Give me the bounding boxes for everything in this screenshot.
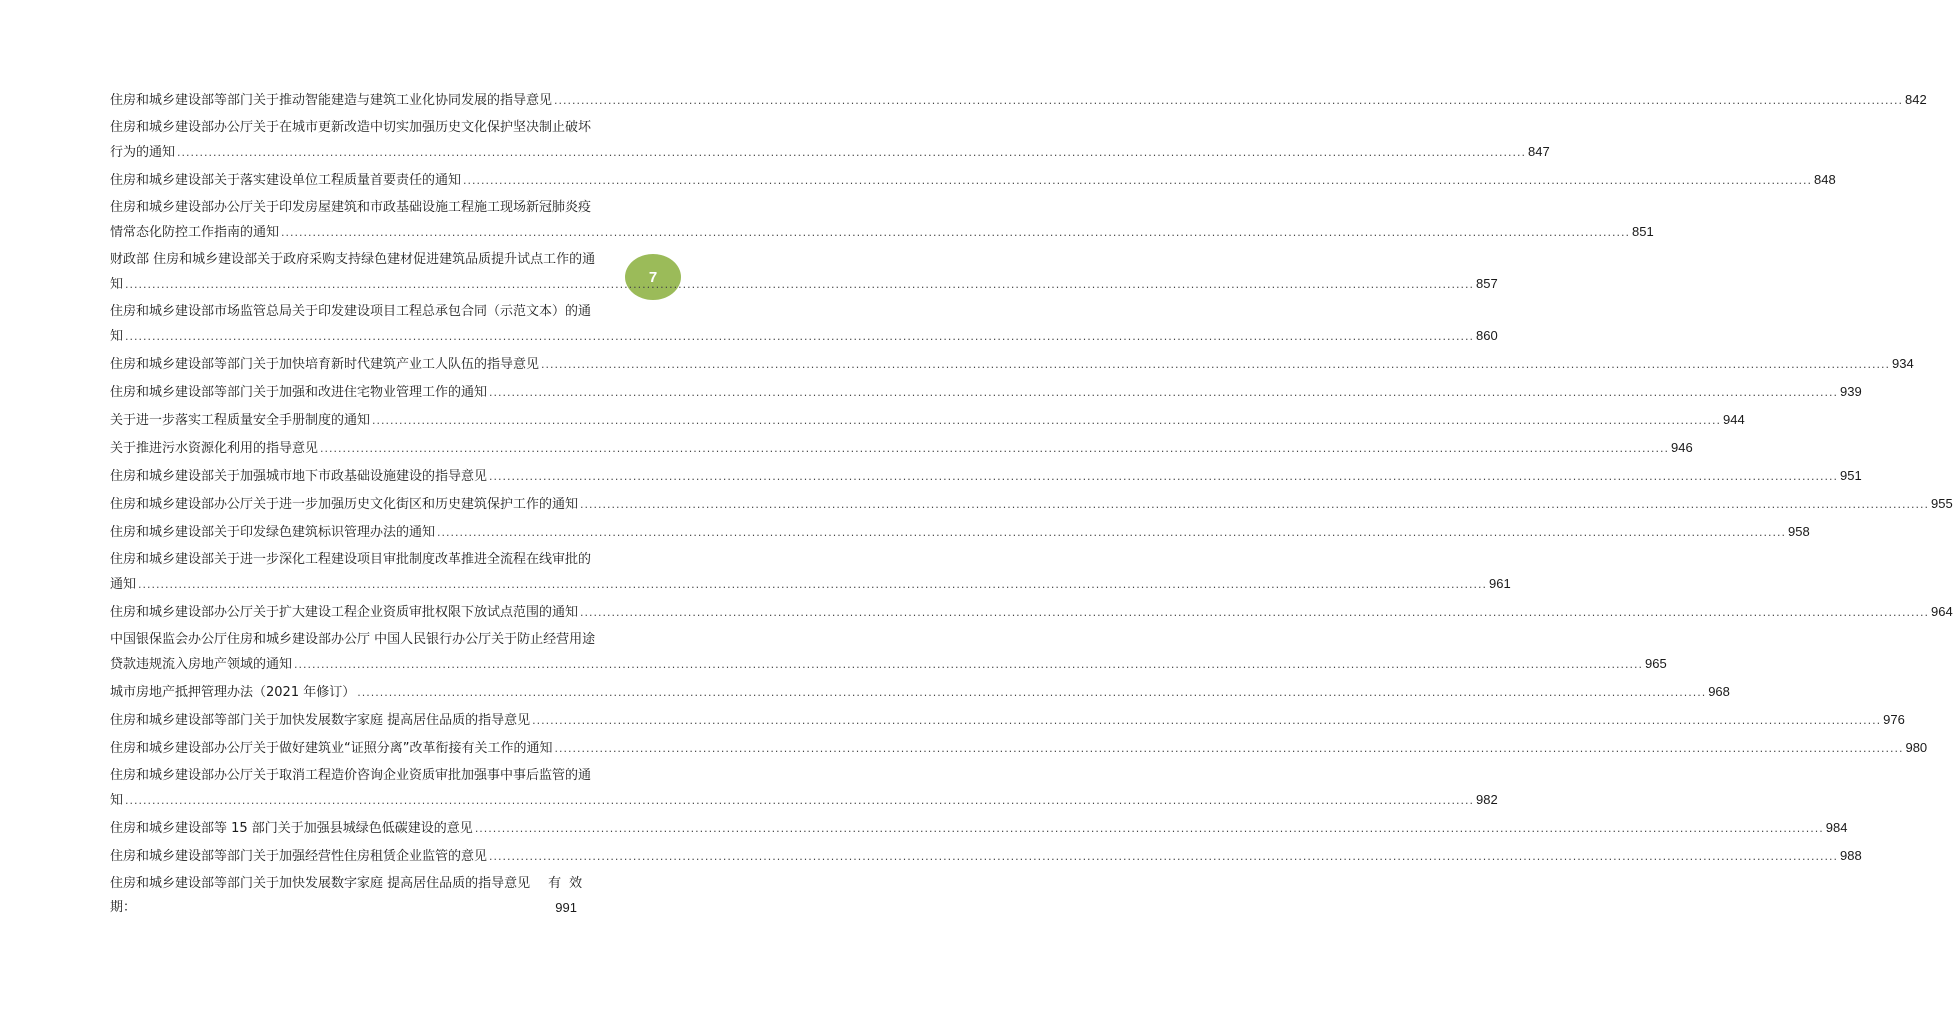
dot-leader	[294, 653, 1643, 677]
toc-entry[interactable]	[110, 492, 1953, 517]
toc-page-number: 951	[1840, 468, 1862, 483]
toc-entry-title-line: 住房和城乡建设部等部门关于加快培育新时代建筑产业工人队伍的指导意见	[110, 357, 540, 372]
page-number-badge: 7	[625, 254, 681, 300]
toc-entry-title-line: 关于推进污水资源化利用的指导意见	[110, 441, 319, 456]
toc-entry-title-line: 知	[110, 793, 124, 808]
dot-leader	[475, 817, 1824, 841]
toc-entry[interactable]	[110, 196, 1654, 245]
toc-entry[interactable]	[110, 408, 1745, 433]
dot-leader	[554, 89, 1903, 113]
toc-entry-title-line: 住房和城乡建设部办公厅关于印发房屋建筑和市政基础设施工程施工现场新冠肺炎疫	[110, 200, 592, 215]
dot-leader	[320, 437, 1669, 461]
toc-entry-title-line: 住房和城乡建设部等 15 部门关于加强县城绿色低碳建设的意见	[110, 821, 473, 836]
toc-page-number: 988	[1840, 848, 1862, 863]
dot-leader	[489, 845, 1838, 869]
toc-page-number: 976	[1883, 712, 1905, 727]
toc-entry[interactable]	[110, 764, 1498, 813]
dot-leader	[489, 465, 1838, 489]
toc-page-number: 860	[1476, 328, 1498, 343]
dot-leader	[372, 409, 1721, 433]
toc-page-number: 961	[1489, 576, 1511, 591]
dot-leader	[489, 381, 1838, 405]
toc-page-number: 857	[1476, 276, 1498, 291]
toc-page-number: 847	[1528, 144, 1550, 159]
toc-entry-title-line: 住房和城乡建设部办公厅关于做好建筑业“证照分离”改革衔接有关工作的通知	[110, 741, 553, 756]
dot-leader	[177, 141, 1526, 165]
toc-entry[interactable]	[110, 736, 1928, 761]
toc-entry[interactable]	[110, 248, 1498, 297]
toc-entry-title-line: 住房和城乡建设部关于加强城市地下市政基础设施建设的指导意见	[110, 469, 488, 484]
toc-page-number: 848	[1814, 172, 1836, 187]
toc-entry[interactable]	[110, 708, 1905, 733]
toc-entry-title-line: 住房和城乡建设部办公厅关于进一步加强历史文化街区和历史建筑保护工作的通知	[110, 497, 579, 512]
validity-label: 有效	[548, 876, 591, 891]
toc-entry[interactable]	[110, 628, 1667, 677]
toc-entry[interactable]	[110, 380, 1862, 405]
dot-leader	[125, 325, 1474, 349]
dot-leader	[541, 353, 1890, 377]
toc-entry-title-line: 财政部 住房和城乡建设部关于政府采购支持绿色建材促进建筑品质提升试点工作的通	[110, 252, 596, 267]
toc-entry[interactable]	[110, 300, 1498, 349]
toc-entry-title-line: 贷款违规流入房地产领域的通知	[110, 657, 293, 672]
toc-entry-title-line: 关于进一步落实工程质量安全手册制度的通知	[110, 413, 371, 428]
toc-entry-title-line: 住房和城乡建设部关于进一步深化工程建设项目审批制度改革推进全流程在线审批的	[110, 552, 592, 567]
toc-page-number: 968	[1708, 684, 1730, 699]
toc-entry-title-line: 住房和城乡建设部办公厅关于在城市更新改造中切实加强历史文化保护坚决制止破坏	[110, 120, 592, 135]
dot-leader	[532, 709, 1881, 733]
toc-entry-title-line: 城市房地产抵押管理办法（2021 年修订）	[110, 685, 356, 700]
toc-entry-title-line: 通知	[110, 577, 137, 592]
toc-entry-title-line: 住房和城乡建设部关于印发绿色建筑标识管理办法的通知	[110, 525, 436, 540]
toc-page-number: 944	[1723, 412, 1745, 427]
toc-page-number: 982	[1476, 792, 1498, 807]
dot-leader	[138, 573, 1487, 597]
toc-entry-title-line: 情常态化防控工作指南的通知	[110, 225, 280, 240]
toc-entry-title-line: 知	[110, 277, 124, 292]
toc-page-number: 842	[1905, 92, 1927, 107]
toc-page-number: 934	[1892, 356, 1914, 371]
toc-entry-title-line: 知	[110, 329, 124, 344]
toc-page-number: 980	[1905, 740, 1928, 755]
toc-entry[interactable]	[110, 352, 1914, 377]
toc-entry-title-line: 住房和城乡建设部办公厅关于扩大建设工程企业资质审批权限下放试点范围的通知	[110, 605, 579, 620]
toc-entry-title-line: 住房和城乡建设部等部门关于加快发展数字家庭 提高居住品质的指导意见	[110, 713, 531, 728]
toc-page-number: 939	[1840, 384, 1862, 399]
toc-entry[interactable]	[110, 436, 1693, 461]
toc-entry[interactable]	[110, 548, 1511, 597]
toc-entry-title-line: 住房和城乡建设部市场监管总局关于印发建设项目工程总承包合同（示范文本）的通	[110, 304, 592, 319]
toc-page-number: 955	[1931, 496, 1953, 511]
dot-leader	[281, 221, 1630, 245]
toc-entry[interactable]	[110, 520, 1810, 545]
toc-entry-title-line: 期：	[110, 900, 137, 915]
toc-entry-title-line: 住房和城乡建设部等部门关于加快发展数字家庭 提高居住品质的指导意见	[110, 876, 531, 891]
table-of-contents	[110, 88, 1953, 920]
toc-entry[interactable]	[110, 168, 1836, 193]
toc-entry-title-line: 住房和城乡建设部等部门关于加强经营性住房租赁企业监管的意见	[110, 849, 488, 864]
toc-entry[interactable]	[110, 116, 1550, 165]
toc-page-number: 965	[1645, 656, 1667, 671]
toc-page-number: 851	[1632, 224, 1654, 239]
toc-entry[interactable]	[110, 816, 1848, 841]
dot-leader	[125, 273, 1474, 297]
toc-entry-title-line: 住房和城乡建设部等部门关于推动智能建造与建筑工业化协同发展的指导意见	[110, 93, 553, 108]
dot-leader	[125, 789, 1474, 813]
toc-entry-title-line: 住房和城乡建设部关于落实建设单位工程质量首要责任的通知	[110, 173, 462, 188]
toc-entry[interactable]	[110, 600, 1953, 625]
dot-leader	[437, 521, 1786, 545]
dot-leader	[580, 493, 1929, 517]
dot-leader	[554, 737, 1903, 761]
dot-leader	[580, 601, 1929, 625]
dot-leader	[463, 169, 1812, 193]
toc-entry[interactable]	[110, 88, 1927, 113]
toc-page-number: 991	[555, 900, 577, 915]
toc-page-number: 964	[1931, 604, 1953, 619]
toc-entry-last[interactable]	[110, 872, 615, 920]
toc-entry[interactable]	[110, 680, 1730, 705]
toc-entry-title-line: 住房和城乡建设部办公厅关于取消工程造价咨询企业资质审批加强事中事后监管的通	[110, 768, 592, 783]
toc-entry-title-line: 住房和城乡建设部等部门关于加强和改进住宅物业管理工作的通知	[110, 385, 488, 400]
toc-entry-title-line: 行为的通知	[110, 145, 176, 160]
toc-page-number: 984	[1825, 820, 1848, 835]
toc-entry[interactable]	[110, 844, 1862, 869]
toc-page-number: 946	[1671, 440, 1693, 455]
toc-entry[interactable]	[110, 464, 1862, 489]
toc-entry-title-line: 中国银保监会办公厅住房和城乡建设部办公厅 中国人民银行办公厅关于防止经营用途	[110, 632, 596, 647]
dot-leader	[357, 681, 1706, 705]
toc-page-number: 958	[1788, 524, 1810, 539]
